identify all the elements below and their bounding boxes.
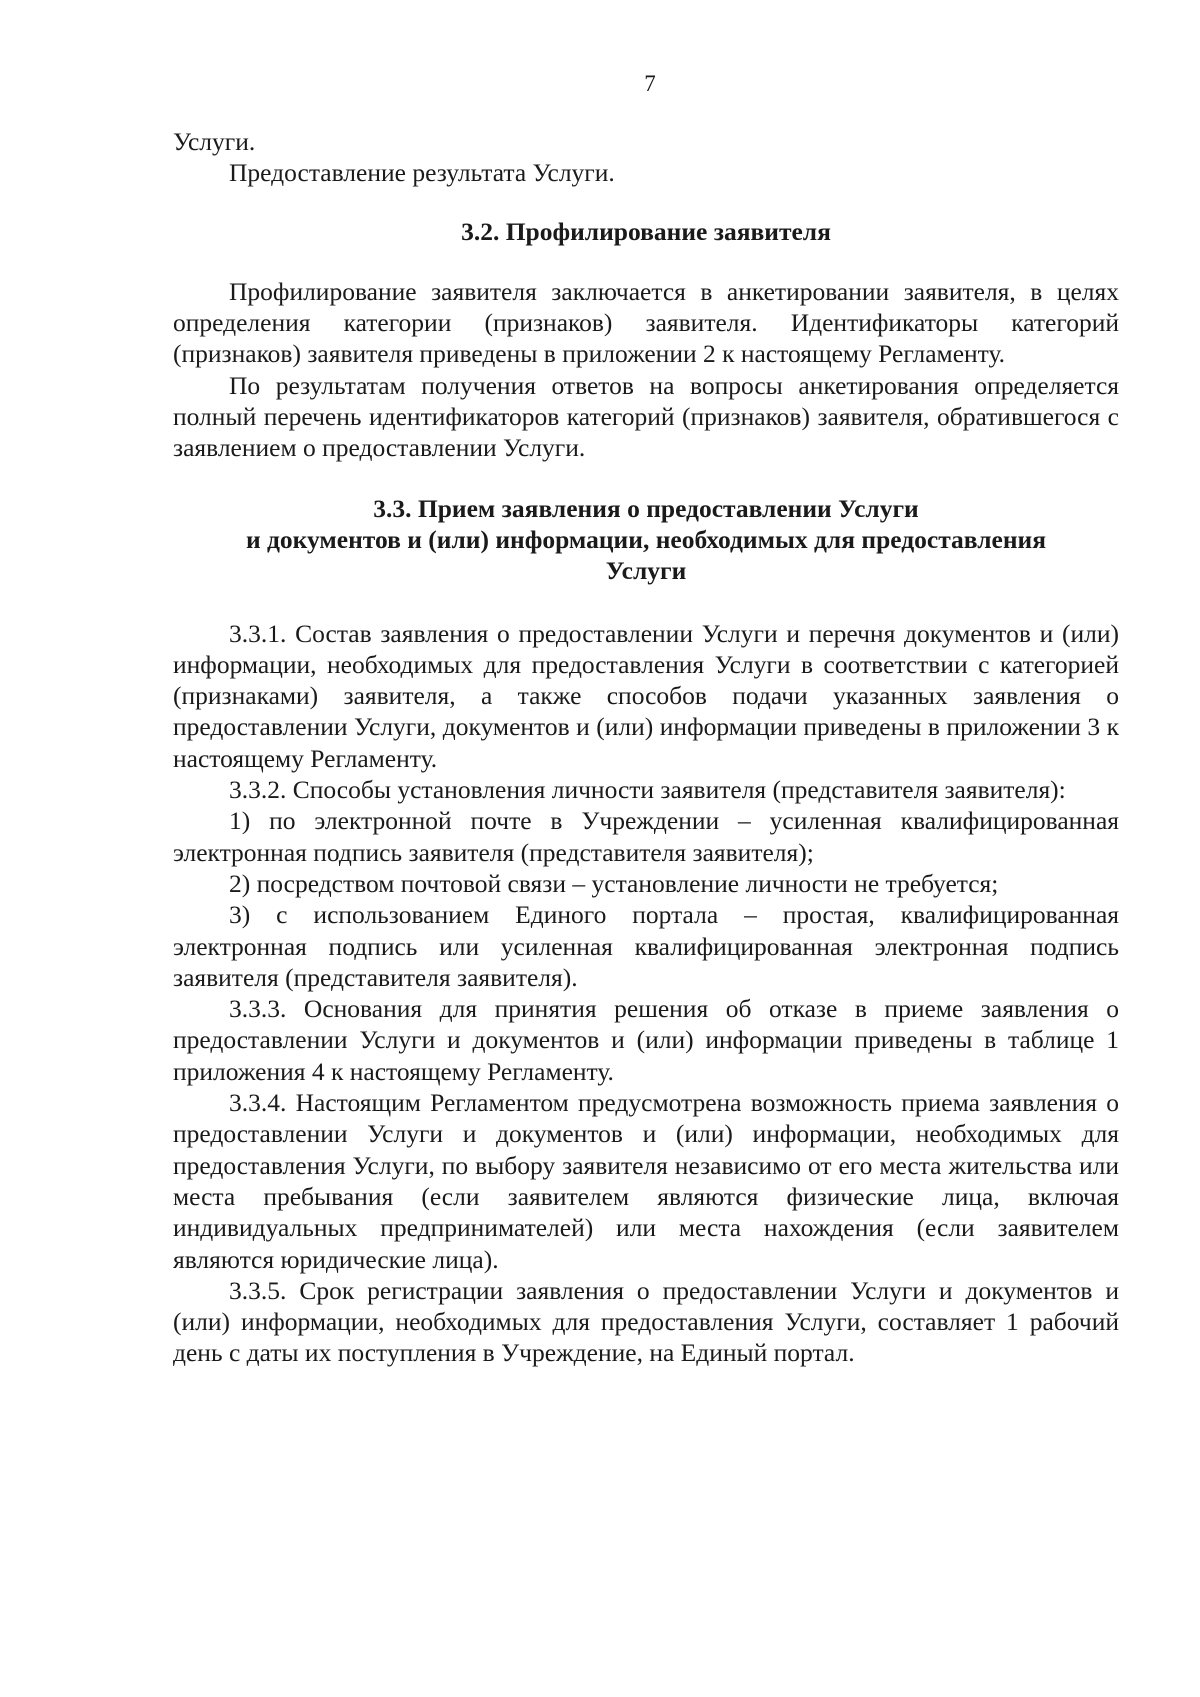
page-number: 7 [644,71,656,96]
section-3-3-title-line-1: 3.3. Прием заявления о предоставлении Услуги [373,493,919,523]
paragraph-3-3-5: 3.3.5. Срок регистрации заявления о предоставлении Услуги и документов и (или) информации, необходимых для предоставления Услуги, составляет 1 рабочий день с даты их поступления в Учреждение, на Единый портал. [173,1275,1119,1368]
list-item-3: 3) с использованием Единого портала – простая, квалифицированная электронная подпись или усиленная квалифицированная электронная подпись заявителя (представителя заявителя). [173,900,1119,992]
list-item-2: 2) посредством почтовой связи – установление личности не требуется; [229,868,999,898]
intro-line-continuation: Услуги. [173,127,256,156]
paragraph-3-3-4: 3.3.4. Настоящим Регламентом предусмотрена возможность приема заявления о предоставлении Услуги и документов и (или) информации, необходимых для предоставления Услуги, по выбору заявителя независимо от его места жительства или места пребывания (если заявителем являются физические лица, включая индивидуальных предпринимателей) или места нахождения (если заявителем являются юридические лица). [173,1088,1119,1274]
section-3-2-paragraph-2: По результатам получения ответов на вопросы анкетирования определяется полный перечень идентификаторов категорий (признаков) заявителя, обратившегося с заявлением о предоставлении Услуги. [173,370,1119,463]
paragraph-3-3-2: 3.3.2. Способы установления личности заявителя (представителя заявителя): [229,775,1066,805]
section-3-3-title [173,493,1119,587]
section-3-2-title: 3.2. Профилирование заявителя [461,216,831,246]
paragraph-3-3-3: 3.3.3. Основания для принятия решения об отказе в приеме заявления о предоставлении Услуги и документов и (или) информации приведены в таблице 1 приложения 4 к настоящему Регламенту. [173,994,1119,1086]
document-page [173,70,1119,1369]
list-item-1: 1) по электронной почте в Учреждении – усиленная квалифицированная электронная подпись заявителя (представителя заявителя); [173,806,1119,867]
section-3-3-title-line-3: Услуги [605,556,687,586]
section-3-2-paragraph-1: Профилирование заявителя заключается в анкетировании заявителя, в целях определения категории (признаков) заявителя. Идентификаторы категорий (признаков) заявителя приведены в приложении 2 к настоящему Регламенту. [173,276,1119,369]
section-3-3-title-line-2: и документов и (или) информации, необходимых для предоставления [245,524,1047,554]
paragraph-3-3-1: 3.3.1. Состав заявления о предоставлении Услуги и перечня документов и (или) информации, необходимых для предоставления Услуги в соответствии с категорией (признаками) заявителя, а также способов подачи указанных заявления о предоставлении Услуги, документов и (или) информации приведены в приложении 3 к настоящему Регламенту. [173,618,1119,773]
intro-line-result: Предоставление результата Услуги. [229,158,615,188]
